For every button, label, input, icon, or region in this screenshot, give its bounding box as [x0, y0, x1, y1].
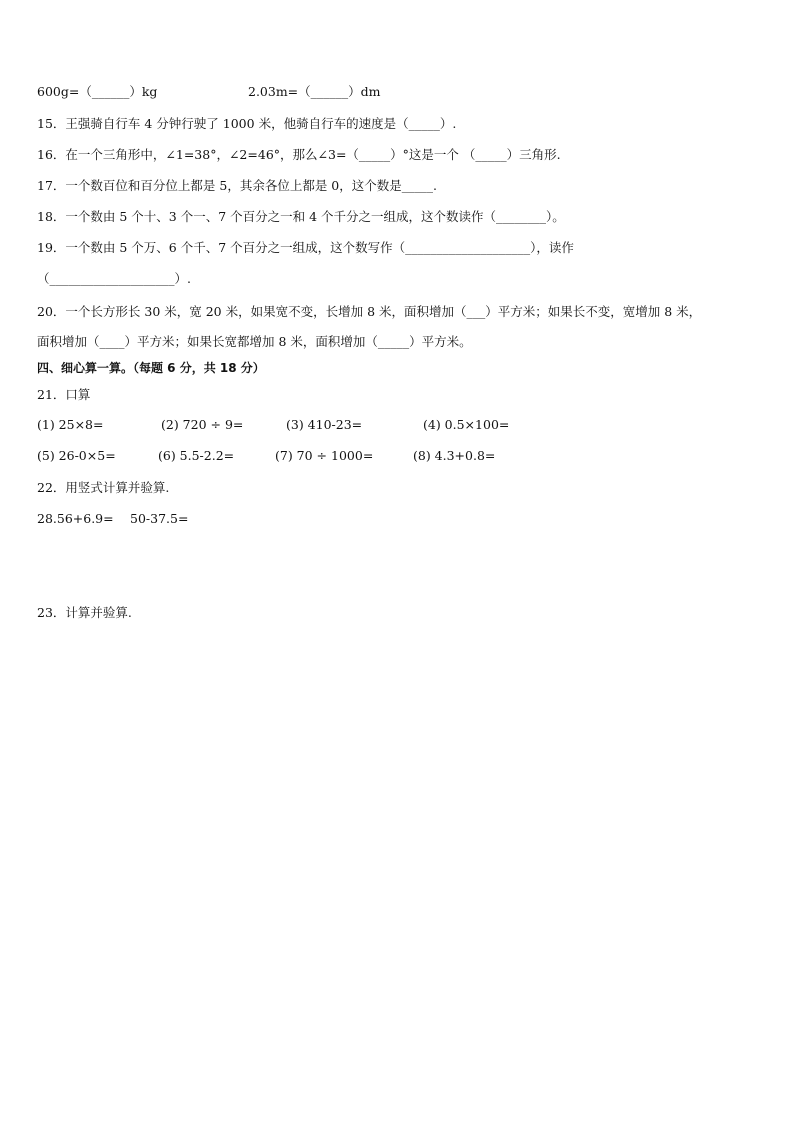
q21-item: (2) 720 ÷ 9=: [161, 417, 244, 432]
q22-item: 50-37.5=: [130, 511, 189, 526]
question-19-line-1: 19．一个数由 5 个万、6 个千、7 个百分之一组成，这个数写作（____________________），读作: [37, 240, 574, 255]
question-20-line-2: 面积增加（____）平方米；如果长宽都增加 8 米，面积增加（_____）平方米。: [37, 334, 472, 349]
question-16: 16．在一个三角形中，∠1=38°，∠2=46°，那么∠3=（_____）°这是一个 （_____）三角形.: [37, 147, 561, 162]
question-22: 22．用竖式计算并验算.: [37, 480, 170, 495]
q14-conversion-kg: 600g=（______）kg: [37, 84, 158, 99]
question-23: 23．计算并验算.: [37, 605, 132, 620]
q21-item: (1) 25×8=: [37, 417, 104, 432]
question-21: 21．口算: [37, 387, 91, 402]
question-15: 15．王强骑自行车 4 分钟行驶了 1000 米，他骑自行车的速度是（_____）.: [37, 116, 457, 131]
q22-item: 28.56+6.9=: [37, 511, 114, 526]
q21-item: (4) 0.5×100=: [423, 417, 510, 432]
question-20-line-1: 20．一个长方形长 30 米，宽 20 米，如果宽不变，长增加 8 米，面积增加（___）平方米；如果长不变，宽增加 8 米，: [37, 304, 702, 319]
q21-item: (3) 410-23=: [286, 417, 363, 432]
section-4-heading: 四、细心算一算。（每题 6 分，共 18 分）: [37, 361, 265, 375]
q14-conversion-dm: 2.03m=（______）dm: [248, 84, 381, 99]
question-19-line-2: （____________________）.: [37, 271, 191, 286]
question-17: 17．一个数百位和百分位上都是 5，其余各位上都是 0，这个数是_____.: [37, 178, 437, 193]
q21-item: (8) 4.3+0.8=: [413, 448, 496, 463]
q21-item: (6) 5.5-2.2=: [158, 448, 235, 463]
q21-item: (5) 26-0×5=: [37, 448, 116, 463]
q21-item: (7) 70 ÷ 1000=: [275, 448, 374, 463]
question-18: 18．一个数由 5 个十、3 个一、7 个百分之一和 4 个千分之一组成，这个数读作（________）。: [37, 209, 565, 224]
